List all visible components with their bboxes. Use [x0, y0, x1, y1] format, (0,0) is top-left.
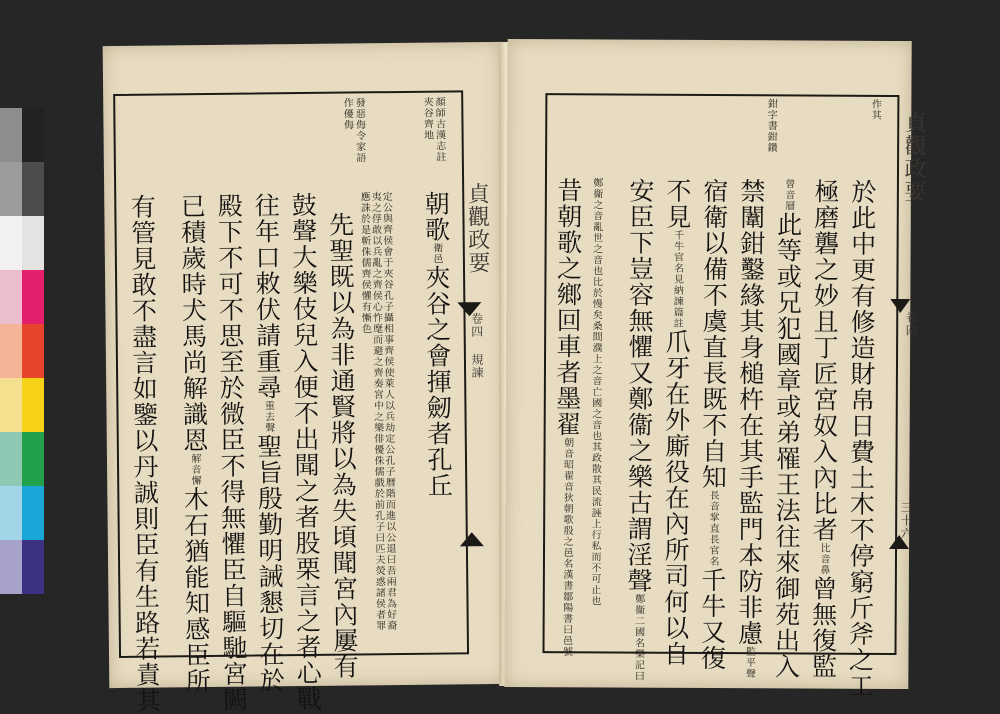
right-edge-subtitle: 卷四	[904, 311, 919, 338]
color-swatch	[0, 162, 22, 216]
right-column-2: 極磨礱之妙且丁匠宮奴入內比者比音鼻曾無復監	[808, 178, 840, 680]
left-column-8: 有管見敢不盡言如鑒以丹誠則臣有生路若責其	[127, 193, 162, 714]
left-header-note-4: 作優侮	[341, 97, 353, 131]
right-header-note-1: 作其	[869, 98, 881, 121]
right-column-5: 宿衛以備不虞直長既不自知長音掌直長官名千牛又復	[697, 177, 729, 672]
left-header-note-2: 夾谷齊地	[421, 96, 433, 141]
color-swatch	[0, 378, 22, 432]
right-header-note-2: 鉗字書鉗鑽	[765, 98, 777, 154]
color-swatch	[0, 270, 22, 324]
left-edge-title: 貞觀政要	[464, 182, 491, 275]
page-number: 三十六	[899, 501, 914, 541]
color-swatch	[22, 108, 44, 162]
right-page	[504, 39, 927, 699]
color-swatch	[22, 216, 44, 270]
right-fish-tail-bottom	[889, 535, 909, 549]
fish-tail-mark-top	[457, 302, 481, 316]
color-swatch	[22, 162, 44, 216]
color-swatch	[22, 486, 44, 540]
left-column-5: 往年口敕伏請重尋重去聲聖旨殷勤明誡懇切在於	[251, 192, 286, 694]
color-swatch	[0, 540, 22, 594]
color-swatch	[22, 432, 44, 486]
left-header-note-3: 發惡侮令家語	[353, 97, 365, 164]
right-column-1: 於此中更有修造財帛日費土木不停窮斤斧之工	[845, 178, 877, 699]
color-swatch	[0, 216, 22, 270]
left-page	[103, 42, 508, 714]
right-column-7: 安臣下豈容無懼又鄭衞之樂古謂淫聲鄭衞二國名樂記曰	[623, 177, 655, 682]
right-column-9: 昔朝歌之鄉回車者墨翟朝音昭翟音狄朝歌殷之邑名漢書鄒陽書曰邑號	[552, 177, 583, 658]
right-column-8-annotation: 鄭衞之音亂世之音也比於慢矣桑間濮上之音亡國之音也其政散其民流誣上行私而不可止也	[588, 177, 602, 607]
left-column-3: 先聖既以為非通賢將以為失頃聞宮內屢有	[325, 211, 360, 680]
right-fish-tail-top	[890, 299, 910, 313]
color-swatch	[0, 432, 22, 486]
right-edge-title: 貞觀政要	[900, 111, 927, 204]
color-swatch	[22, 540, 44, 594]
left-header-note-1: 顏師古漢志註	[433, 96, 445, 163]
color-swatch	[22, 324, 44, 378]
open-book	[100, 40, 927, 714]
color-swatch	[0, 108, 22, 162]
right-column-6: 不見千牛官名見納諫篇註爪牙在外廝役在內所司何以自	[660, 177, 692, 667]
left-column-2-annotation: 定公與齊侯會于夾谷孔子攝相事齊侯使萊人以兵劫定公孔子曆階而進以公退曰吾兩君為好裔夷之俘敢以兵亂之齊侯心怍麾而避之齊奏宮中之樂俳優侏儒戲於前孔子曰匹夫熒惑諸侯者罪應誅於是斬侏儒齊侯懼有慚色	[358, 191, 396, 632]
left-column-4: 鼓聲大樂伎兒入便不出聞之者股栗言之者心戰	[288, 191, 323, 713]
color-swatch	[0, 324, 22, 378]
color-swatch	[22, 378, 44, 432]
left-column-7: 已積歲時犬馬尚解識恩解音懈木石猶能知感臣所	[177, 193, 212, 695]
fish-tail-mark-bottom	[460, 532, 484, 546]
right-column-3: 曾音層此等或兄犯國章或弟罹王法往來御苑出入	[771, 178, 803, 680]
left-column-1: 朝歌衛邑夾谷之會揮劒者孔丘	[421, 190, 454, 499]
color-swatch	[0, 486, 22, 540]
color-calibration-bar	[0, 108, 44, 594]
left-edge-subtitle: 卷四 規諫	[469, 312, 485, 380]
left-column-6: 殿下不可不思至於微臣不得無懼臣自驅馳宮闕	[214, 192, 249, 713]
right-column-4: 禁闈鉗鑿緣其身槌杵在其手監門本防非慮監平聲	[734, 178, 766, 680]
color-swatch	[22, 270, 44, 324]
